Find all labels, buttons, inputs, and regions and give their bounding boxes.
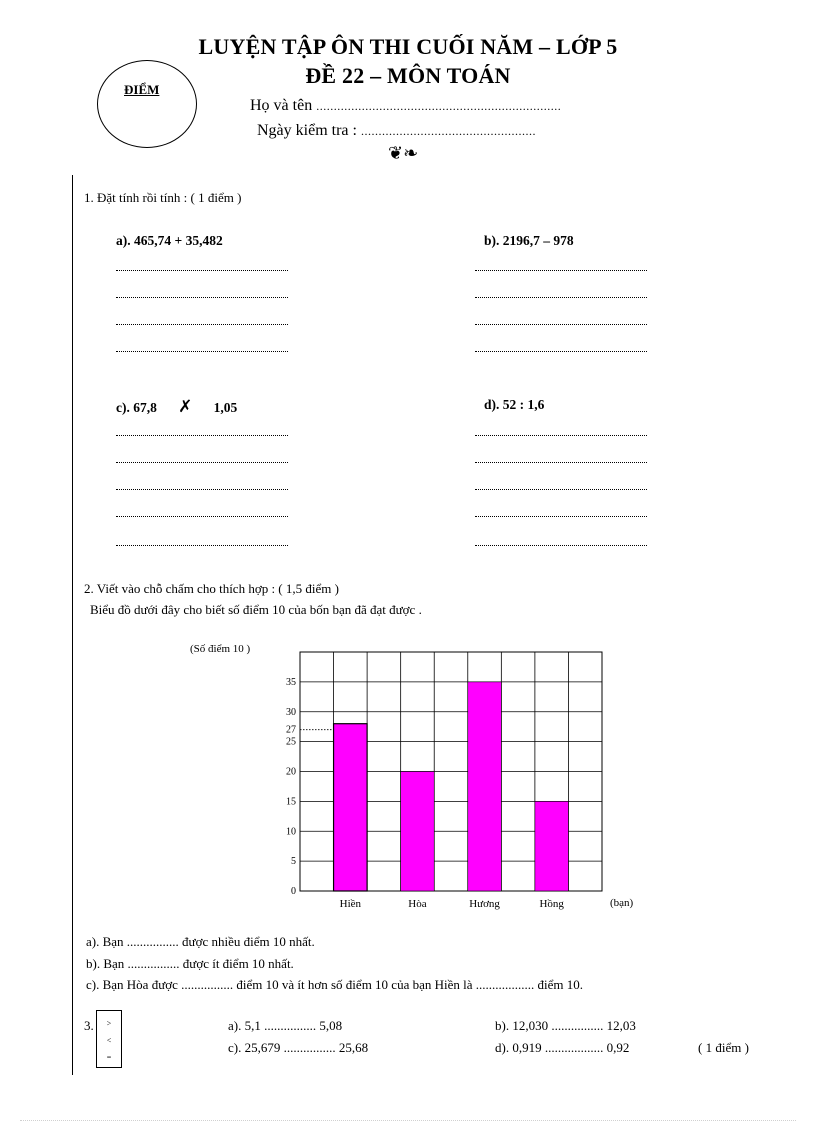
q1-problem-b: b). 2196,7 – 978 [484, 233, 574, 248]
answer-line [475, 297, 647, 298]
q2-answer-a: a). Bạn ................ được nhiều điểm 10 nhất. [86, 934, 315, 949]
answer-line [116, 545, 288, 546]
q3-number: 3. [84, 1018, 94, 1033]
bar-4 [535, 801, 569, 891]
y-tick-label: 0 [291, 886, 296, 897]
chart-frame [300, 652, 602, 891]
score-oval [97, 60, 197, 148]
symbol-box [96, 1010, 122, 1068]
y-tick-label: 27 [286, 724, 296, 736]
q1-heading: 1. Đặt tính rồi tính : ( 1 điểm ) [84, 190, 242, 205]
x-axis-label: (bạn) [610, 897, 634, 909]
q1-problem-a: a). 465,74 + 35,482 [116, 233, 223, 248]
problem-c-left: c). 67,8 [116, 400, 157, 415]
q3-compare-c: c). 25,679 ................ 25,68 [228, 1040, 369, 1055]
y-tick-label: 15 [286, 796, 296, 808]
q2-intro: Biểu đồ dưới đây cho biết số điểm 10 của bốn bạn đã đạt được . [90, 602, 422, 617]
y-tick-label: 25 [286, 736, 296, 748]
q2-answer-c: c). Bạn Hòa được ................ điểm 10 và ít hơn số điểm 10 của bạn Hiền là .................. điểm 10. [86, 977, 584, 992]
bar-1 [334, 724, 368, 891]
y-tick-label: 5 [291, 856, 296, 868]
answer-line [475, 462, 647, 463]
answer-line [116, 351, 288, 352]
q1-problem-d: d). 52 : 1,6 [484, 397, 545, 412]
q2-heading: 2. Viết vào chỗ chấm cho thích hợp : ( 1,5 điểm ) [84, 581, 339, 596]
answer-line [116, 435, 288, 436]
q1-problem-c [116, 397, 237, 417]
answer-line [116, 324, 288, 325]
equal-symbol: = [106, 1053, 112, 1062]
q2-answer-b: b). Bạn ................ được ít điểm 10 nhất. [86, 956, 294, 971]
answer-line [475, 489, 647, 490]
answer-line [475, 351, 647, 352]
answer-line [116, 516, 288, 517]
answer-line [116, 462, 288, 463]
y-tick-label: 10 [286, 826, 296, 838]
date-label: Ngày kiểm tra : [257, 122, 357, 139]
q3-points: ( 1 điểm ) [698, 1040, 749, 1055]
bar-2 [401, 772, 435, 892]
y-tick-label: 20 [286, 766, 296, 778]
x-tick-label: Hồng [539, 898, 564, 910]
x-tick-label: Hòa [408, 898, 427, 910]
date-dots: .................................................. [360, 124, 536, 138]
answer-line [116, 270, 288, 271]
problem-c-right: 1,05 [213, 400, 238, 415]
less-than-symbol: < [106, 1036, 112, 1045]
y-tick-label: 35 [286, 676, 296, 688]
date-field-row [257, 122, 536, 140]
greater-than-symbol: > [106, 1019, 112, 1028]
page-bottom-border [20, 1120, 796, 1121]
answer-line [116, 489, 288, 490]
answer-line [475, 270, 647, 271]
x-tick-label: Hương [469, 898, 500, 910]
name-label: Họ và tên [250, 97, 313, 114]
answer-line [475, 435, 647, 436]
multiply-icon: ✗ [178, 397, 193, 417]
page-title: LUYỆN TẬP ÔN THI CUỐI NĂM – LỚP 5 [198, 34, 618, 59]
x-tick-label: Hiền [339, 898, 362, 910]
y-tick-label: 30 [286, 706, 296, 718]
answer-line [116, 297, 288, 298]
name-dots: ...................................................................... [316, 99, 562, 113]
bar-3 [468, 682, 502, 891]
name-field-row [250, 97, 561, 115]
q3-compare-b: b). 12,030 ................ 12,03 [495, 1018, 636, 1033]
q3-compare-a: a). 5,1 ................ 5,08 [228, 1018, 343, 1033]
answer-line [475, 516, 647, 517]
answer-line [475, 324, 647, 325]
score-label: ĐIỂM [124, 82, 160, 97]
exam-subtitle: ĐỀ 22 – MÔN TOÁN [305, 63, 511, 88]
answer-line [475, 545, 647, 546]
ornament-icon: ❦❧ [388, 143, 419, 164]
q3-compare-d: d). 0,919 .................. 0,92 [495, 1040, 630, 1055]
margin-line [72, 175, 73, 1075]
y-axis-label: (Số điểm 10 ) [190, 643, 251, 655]
